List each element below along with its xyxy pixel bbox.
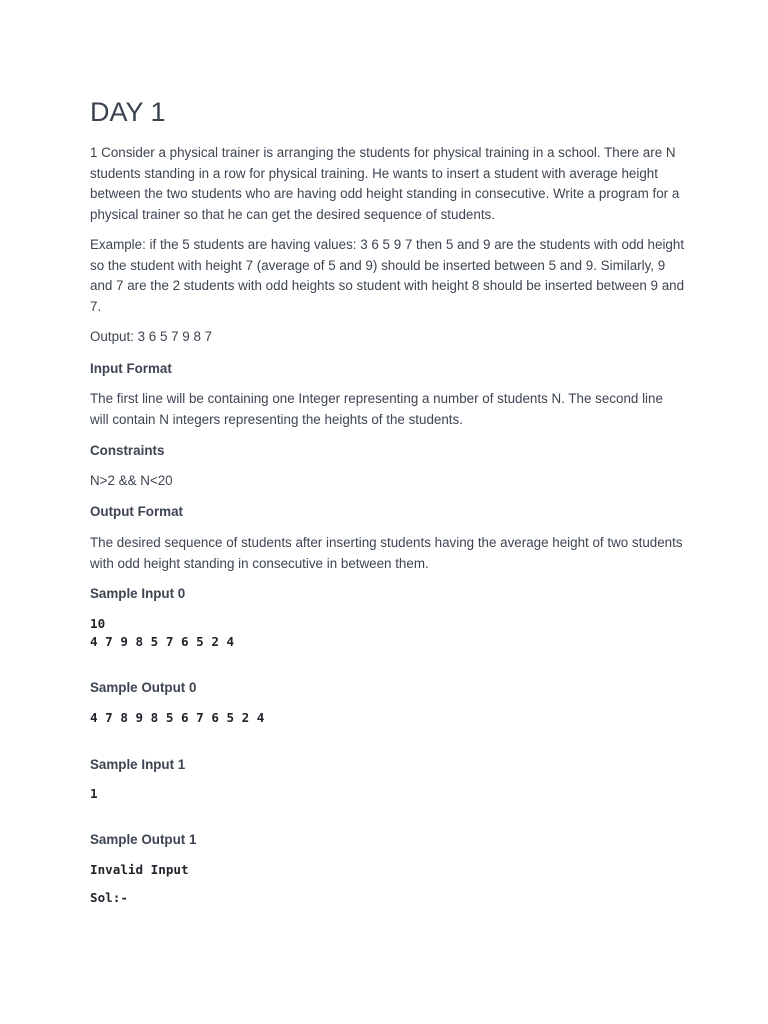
- sample-input-1-line-1: 1: [90, 786, 98, 801]
- output-format-text: The desired sequence of students after inserting students having the average height of two students with odd height standing in consecutive in between them.: [90, 535, 683, 571]
- sample-input-0-line-2: 4 7 9 8 5 7 6 5 2 4: [90, 634, 235, 649]
- constraints-text: N>2 && N<20: [90, 473, 173, 488]
- solution-label: Sol:-: [90, 890, 128, 905]
- example-output: Output: 3 6 5 7 9 8 7: [90, 329, 213, 344]
- sample-input-0-heading: Sample Input 0: [90, 586, 186, 601]
- sample-output-1-line-1: Invalid Input: [90, 862, 189, 877]
- sample-output-0-line-1: 4 7 8 9 8 5 6 7 6 5 2 4: [90, 710, 265, 725]
- sample-output-1-heading: Sample Output 1: [90, 832, 197, 847]
- sample-input-1-heading: Sample Input 1: [90, 757, 186, 772]
- sample-input-0-line-1: 10: [90, 616, 106, 631]
- constraints-heading: Constraints: [90, 443, 165, 458]
- input-format-text: The first line will be containing one Integer representing a number of students N. The second line will contain N integers representing the heights of the students.: [90, 391, 663, 427]
- page-title: DAY 1: [90, 97, 166, 127]
- example-paragraph: Example: if the 5 students are having values: 3 6 5 9 7 then 5 and 9 are the students with odd height so the student with height 7 (average of 5 and 9) should be inserted between 5 and 9. Similarly, 9 and 7 are the 2 students with odd heights so student with height 8 should be inserted between 9 and 7.: [90, 237, 685, 314]
- output-format-heading: Output Format: [90, 504, 183, 519]
- input-format-heading: Input Format: [90, 361, 172, 376]
- problem-statement: 1 Consider a physical trainer is arranging the students for physical training in a school. There are N students standing in a row for physical training. He wants to insert a student with average height between the two students who are having odd height standing in consecutive. Write a program for a physical trainer so that he can get the desired sequence of students.: [90, 145, 680, 222]
- sample-output-0-heading: Sample Output 0: [90, 680, 197, 695]
